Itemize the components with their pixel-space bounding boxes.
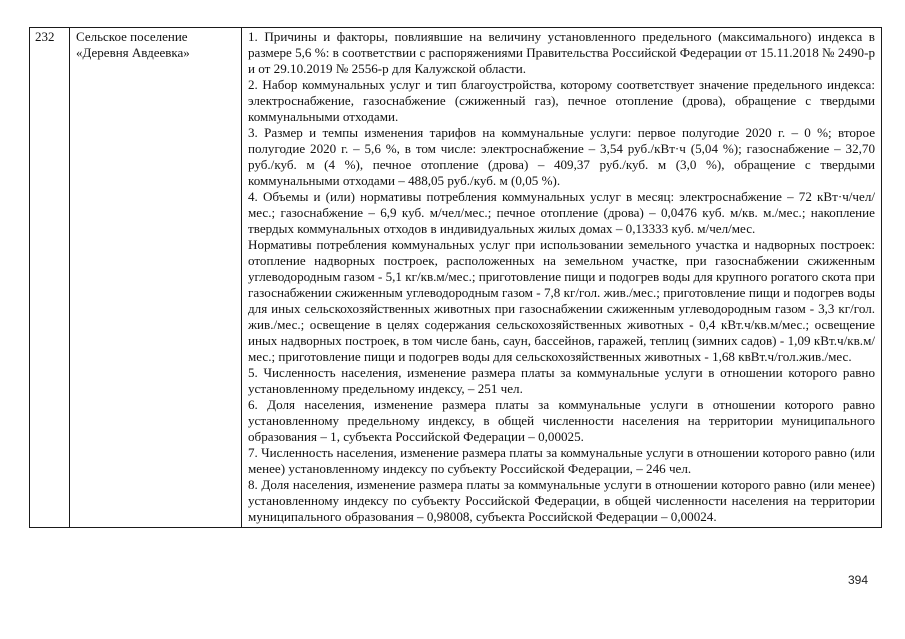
paragraph-4-volumes: 4. Объемы и (или) нормативы потребления коммунальных услуг в месяц: электроснабжение – 72 кВт·ч/чел/мес.; газоснабжение – 6,9 куб. м/чел/мес.; печное отопление (дрова) – 0,0476 куб. м/кв. м./мес.; накопление твердых коммунальных отходов в индивидуальных жилых домах – 0,13333 куб. м/чел/мес. [248, 189, 875, 236]
paragraph-3-tariffs: 3. Размер и темпы изменения тарифов на коммунальные услуги: первое полугодие 2020 г. – 0 %; второе полугодие 2020 г. – 5,6 %, в том числе: электроснабжение – 3,54 руб./кВт·ч (5,04 %); газоснабжение – 32,70 руб./куб. м (4 %), печное отопление (дрова) – 409,37 руб./куб. м (3,0 %), обращение с твердыми коммунальными отходами – 488,05 руб./куб. м (0,05 %). [248, 125, 875, 188]
document-table [29, 27, 882, 528]
row-number-cell [30, 28, 70, 528]
page-number: 394 [847, 573, 868, 587]
description-cell [242, 28, 882, 528]
paragraph-2-services: 2. Набор коммунальных услуг и тип благоустройства, которому соответствует значение предельного индекса: электроснабжение, газоснабжение (сжиженный газ), печное отопление (дрова), обращение с твердыми коммунальными отходами. [248, 77, 875, 124]
paragraph-8-share: 8. Доля населения, изменение размера платы за коммунальные услуги в отношении которого равно (или менее) установленному индексу по субъекту Российской Федерации, в общей численности населения на территории муниципального образования – 0,98008, субъекта Российской Федерации – 0,00024. [248, 477, 875, 524]
paragraph-1-causes: 1. Причины и факторы, повлиявшие на величину установленного предельного (максимального) индекса в размере 5,6 %: в соответствии с распоряжениями Правительства Российской Федерации от 15.11.2018 № 2490-р и от 29.10.2019 № 2556-р для Калужской области. [248, 29, 875, 76]
settlement-name: «Деревня Авдеевка» [76, 45, 190, 60]
paragraph-land-norms: Нормативы потребления коммунальных услуг при использовании земельного участка и надворных построек: отопление надворных построек, расположенных на земельном участке, при газоснабжении сжиженным углеводородным газом - 5,1 кг/кв.м/мес.; приготовление пищи и подогрев воды для крупного рогатого скота при газоснабжении сжиженным углеводородным газом - 7,8 кг/гол. жив./мес.; приготовление пищи и подогрев воды для иных сельскохозяйственных животных при газоснабжении сжиженным углеводородным газом - 3,3 кг/гол. жив./мес.; освещение в целях содержания сельскохозяйственных животных - 0,4 кВт.ч/кв.м/мес.; освещение иных надворных построек, в том числе бань, саун, бассейнов, гаражей, теплиц (зимних садов) - 1,09 кВт.ч/кв.м/мес.; приготовление пищи и подогрев воды для сельскохозяйственных животных - 1,68 квВт.ч/гол.жив./мес. [248, 237, 876, 364]
paragraph-5-population: 5. Численность населения, изменение размера платы за коммунальные услуги в отношении которого равно установленному предельному индексу, – 251 чел. [248, 365, 875, 396]
table-row [30, 28, 882, 528]
row-number: 232 [35, 29, 55, 44]
paragraph-7-population: 7. Численность населения, изменение размера платы за коммунальные услуги в отношении которого равно (или менее) установленному индексу по субъекту Российской Федерации, – 246 чел. [248, 445, 875, 476]
paragraph-6-share: 6. Доля населения, изменение размера платы за коммунальные услуги в отношении которого равно установленному предельному индексу, в общей численности населения на территории муниципального образования – 1, субъекта Российской Федерации – 0,00025. [248, 397, 875, 444]
settlement-name-cell [70, 28, 242, 528]
settlement-type: Сельское поселение [76, 29, 188, 44]
